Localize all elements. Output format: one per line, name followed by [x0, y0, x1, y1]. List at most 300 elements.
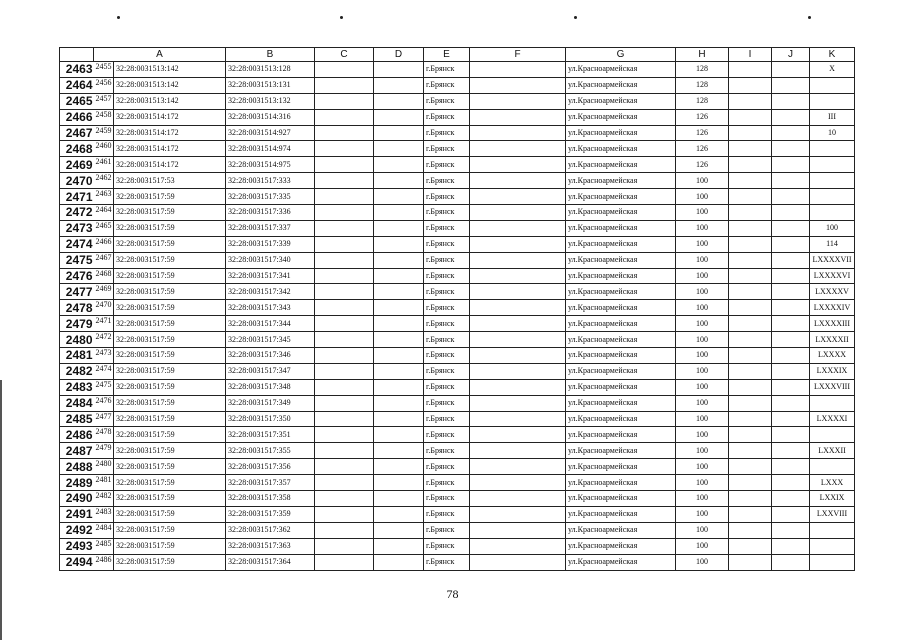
cell-k[interactable] — [772, 411, 810, 427]
cell-h[interactable]: ул.Красноармейская — [566, 141, 676, 157]
cell-f[interactable]: г.Брянск — [424, 141, 470, 157]
cell-b[interactable]: 32:28:0031517:59 — [114, 348, 226, 364]
row-number[interactable]: 2485 — [60, 411, 94, 427]
cell-e[interactable] — [374, 220, 424, 236]
cell-b[interactable]: 32:28:0031517:59 — [114, 554, 226, 570]
cell-d[interactable] — [315, 125, 374, 141]
cell-j[interactable] — [729, 157, 772, 173]
cell-g[interactable] — [470, 62, 566, 78]
cell-i[interactable]: 100 — [676, 189, 729, 205]
cell-i[interactable]: 100 — [676, 220, 729, 236]
row-number[interactable]: 2466 — [60, 109, 94, 125]
cell-f[interactable]: г.Брянск — [424, 220, 470, 236]
cell-e[interactable] — [374, 475, 424, 491]
row-number[interactable]: 2487 — [60, 443, 94, 459]
column-header-k[interactable]: K — [810, 48, 855, 62]
cell-a[interactable]: 2474 — [94, 363, 114, 379]
cell-j[interactable] — [729, 316, 772, 332]
cell-e[interactable] — [374, 427, 424, 443]
cell-c[interactable]: 32:28:0031517:348 — [226, 379, 315, 395]
cell-k[interactable] — [772, 554, 810, 570]
cell-l[interactable]: LXXXXV — [810, 284, 855, 300]
cell-l[interactable] — [810, 427, 855, 443]
cell-d[interactable] — [315, 363, 374, 379]
cell-c[interactable]: 32:28:0031517:355 — [226, 443, 315, 459]
cell-l[interactable]: LXXXXIII — [810, 316, 855, 332]
cell-g[interactable] — [470, 316, 566, 332]
row-number[interactable]: 2482 — [60, 363, 94, 379]
cell-j[interactable] — [729, 363, 772, 379]
cell-c[interactable]: 32:28:0031517:343 — [226, 300, 315, 316]
cell-l[interactable]: III — [810, 109, 855, 125]
cell-i[interactable]: 100 — [676, 379, 729, 395]
cell-a[interactable]: 2476 — [94, 395, 114, 411]
cell-c[interactable]: 32:28:0031517:340 — [226, 252, 315, 268]
cell-b[interactable]: 32:28:0031517:59 — [114, 363, 226, 379]
cell-i[interactable]: 126 — [676, 157, 729, 173]
cell-a[interactable]: 2475 — [94, 379, 114, 395]
cell-i[interactable]: 128 — [676, 93, 729, 109]
cell-k[interactable] — [772, 220, 810, 236]
cell-l[interactable]: 100 — [810, 220, 855, 236]
cell-k[interactable] — [772, 189, 810, 205]
cell-k[interactable] — [772, 332, 810, 348]
cell-f[interactable]: г.Брянск — [424, 173, 470, 189]
cell-l[interactable] — [810, 538, 855, 554]
cell-g[interactable] — [470, 125, 566, 141]
cell-k[interactable] — [772, 427, 810, 443]
cell-j[interactable] — [729, 236, 772, 252]
cell-g[interactable] — [470, 491, 566, 507]
cell-j[interactable] — [729, 506, 772, 522]
cell-h[interactable]: ул.Красноармейская — [566, 252, 676, 268]
cell-k[interactable] — [772, 443, 810, 459]
cell-f[interactable]: г.Брянск — [424, 205, 470, 221]
cell-d[interactable] — [315, 332, 374, 348]
cell-k[interactable] — [772, 125, 810, 141]
cell-l[interactable]: LXXXX — [810, 348, 855, 364]
cell-e[interactable] — [374, 141, 424, 157]
cell-g[interactable] — [470, 395, 566, 411]
cell-b[interactable]: 32:28:0031517:59 — [114, 284, 226, 300]
cell-f[interactable]: г.Брянск — [424, 427, 470, 443]
cell-j[interactable] — [729, 189, 772, 205]
cell-e[interactable] — [374, 157, 424, 173]
cell-i[interactable]: 100 — [676, 491, 729, 507]
cell-a[interactable]: 2477 — [94, 411, 114, 427]
cell-i[interactable]: 100 — [676, 284, 729, 300]
cell-b[interactable]: 32:28:0031517:59 — [114, 411, 226, 427]
cell-e[interactable] — [374, 236, 424, 252]
cell-k[interactable] — [772, 363, 810, 379]
cell-g[interactable] — [470, 538, 566, 554]
cell-b[interactable]: 32:28:0031517:59 — [114, 300, 226, 316]
cell-c[interactable]: 32:28:0031517:350 — [226, 411, 315, 427]
row-number[interactable]: 2476 — [60, 268, 94, 284]
cell-c[interactable]: 32:28:0031513:131 — [226, 77, 315, 93]
row-number[interactable]: 2491 — [60, 506, 94, 522]
cell-e[interactable] — [374, 522, 424, 538]
cell-a[interactable]: 2471 — [94, 316, 114, 332]
row-number[interactable]: 2486 — [60, 427, 94, 443]
cell-c[interactable]: 32:28:0031517:356 — [226, 459, 315, 475]
cell-c[interactable]: 32:28:0031517:349 — [226, 395, 315, 411]
cell-c[interactable]: 32:28:0031514:316 — [226, 109, 315, 125]
cell-b[interactable]: 32:28:0031517:59 — [114, 252, 226, 268]
cell-k[interactable] — [772, 93, 810, 109]
cell-d[interactable] — [315, 220, 374, 236]
cell-k[interactable] — [772, 538, 810, 554]
cell-b[interactable]: 32:28:0031517:59 — [114, 268, 226, 284]
cell-l[interactable]: LXXVIII — [810, 506, 855, 522]
row-number[interactable]: 2472 — [60, 205, 94, 221]
cell-h[interactable]: ул.Красноармейская — [566, 284, 676, 300]
row-number[interactable]: 2478 — [60, 300, 94, 316]
row-number[interactable]: 2484 — [60, 395, 94, 411]
cell-d[interactable] — [315, 189, 374, 205]
cell-f[interactable]: г.Брянск — [424, 332, 470, 348]
cell-b[interactable]: 32:28:0031517:59 — [114, 205, 226, 221]
cell-l[interactable] — [810, 395, 855, 411]
cell-d[interactable] — [315, 427, 374, 443]
cell-d[interactable] — [315, 348, 374, 364]
cell-a[interactable]: 2486 — [94, 554, 114, 570]
cell-i[interactable]: 100 — [676, 252, 729, 268]
cell-f[interactable]: г.Брянск — [424, 411, 470, 427]
cell-a[interactable]: 2479 — [94, 443, 114, 459]
cell-j[interactable] — [729, 379, 772, 395]
cell-d[interactable] — [315, 491, 374, 507]
cell-d[interactable] — [315, 379, 374, 395]
cell-l[interactable] — [810, 554, 855, 570]
cell-h[interactable]: ул.Красноармейская — [566, 332, 676, 348]
cell-a[interactable]: 2461 — [94, 157, 114, 173]
cell-j[interactable] — [729, 62, 772, 78]
cell-a[interactable]: 2456 — [94, 77, 114, 93]
cell-c[interactable]: 32:28:0031517:344 — [226, 316, 315, 332]
cell-l[interactable] — [810, 77, 855, 93]
cell-b[interactable]: 32:28:0031513:142 — [114, 77, 226, 93]
cell-d[interactable] — [315, 395, 374, 411]
cell-e[interactable] — [374, 363, 424, 379]
cell-i[interactable]: 100 — [676, 506, 729, 522]
cell-b[interactable]: 32:28:0031517:59 — [114, 395, 226, 411]
cell-g[interactable] — [470, 157, 566, 173]
cell-a[interactable]: 2468 — [94, 268, 114, 284]
cell-b[interactable]: 32:28:0031517:59 — [114, 316, 226, 332]
cell-g[interactable] — [470, 141, 566, 157]
cell-j[interactable] — [729, 427, 772, 443]
cell-f[interactable]: г.Брянск — [424, 459, 470, 475]
cell-h[interactable]: ул.Красноармейская — [566, 554, 676, 570]
cell-h[interactable]: ул.Красноармейская — [566, 459, 676, 475]
cell-l[interactable] — [810, 93, 855, 109]
column-header-a[interactable]: A — [94, 48, 226, 62]
cell-e[interactable] — [374, 316, 424, 332]
row-number[interactable]: 2492 — [60, 522, 94, 538]
cell-k[interactable] — [772, 475, 810, 491]
cell-k[interactable] — [772, 506, 810, 522]
cell-g[interactable] — [470, 475, 566, 491]
cell-a[interactable]: 2485 — [94, 538, 114, 554]
row-number[interactable]: 2463 — [60, 62, 94, 78]
row-number[interactable]: 2468 — [60, 141, 94, 157]
cell-l[interactable] — [810, 189, 855, 205]
cell-g[interactable] — [470, 109, 566, 125]
cell-a[interactable]: 2466 — [94, 236, 114, 252]
cell-k[interactable] — [772, 348, 810, 364]
cell-f[interactable]: г.Брянск — [424, 554, 470, 570]
cell-h[interactable]: ул.Красноармейская — [566, 300, 676, 316]
cell-c[interactable]: 32:28:0031517:336 — [226, 205, 315, 221]
cell-g[interactable] — [470, 348, 566, 364]
cell-e[interactable] — [374, 506, 424, 522]
cell-l[interactable]: LXXXXVI — [810, 268, 855, 284]
cell-c[interactable]: 32:28:0031517:339 — [226, 236, 315, 252]
cell-j[interactable] — [729, 125, 772, 141]
cell-d[interactable] — [315, 268, 374, 284]
cell-j[interactable] — [729, 475, 772, 491]
cell-g[interactable] — [470, 443, 566, 459]
cell-c[interactable]: 32:28:0031513:128 — [226, 62, 315, 78]
cell-k[interactable] — [772, 62, 810, 78]
cell-e[interactable] — [374, 443, 424, 459]
row-number[interactable]: 2471 — [60, 189, 94, 205]
cell-h[interactable]: ул.Красноармейская — [566, 316, 676, 332]
row-number[interactable]: 2488 — [60, 459, 94, 475]
cell-c[interactable]: 32:28:0031517:363 — [226, 538, 315, 554]
cell-e[interactable] — [374, 77, 424, 93]
cell-d[interactable] — [315, 554, 374, 570]
cell-i[interactable]: 100 — [676, 427, 729, 443]
cell-f[interactable]: г.Брянск — [424, 77, 470, 93]
cell-h[interactable]: ул.Красноармейская — [566, 157, 676, 173]
cell-k[interactable] — [772, 459, 810, 475]
cell-l[interactable]: LXXXVIII — [810, 379, 855, 395]
cell-g[interactable] — [470, 268, 566, 284]
cell-l[interactable] — [810, 459, 855, 475]
cell-i[interactable]: 100 — [676, 538, 729, 554]
row-number[interactable]: 2479 — [60, 316, 94, 332]
cell-k[interactable] — [772, 252, 810, 268]
cell-g[interactable] — [470, 427, 566, 443]
cell-d[interactable] — [315, 141, 374, 157]
cell-a[interactable]: 2458 — [94, 109, 114, 125]
cell-d[interactable] — [315, 173, 374, 189]
cell-f[interactable]: г.Брянск — [424, 395, 470, 411]
cell-d[interactable] — [315, 93, 374, 109]
cell-f[interactable]: г.Брянск — [424, 189, 470, 205]
cell-h[interactable]: ул.Красноармейская — [566, 379, 676, 395]
cell-k[interactable] — [772, 157, 810, 173]
cell-i[interactable]: 100 — [676, 173, 729, 189]
cell-a[interactable]: 2463 — [94, 189, 114, 205]
cell-h[interactable]: ул.Красноармейская — [566, 395, 676, 411]
cell-b[interactable]: 32:28:0031517:59 — [114, 475, 226, 491]
cell-f[interactable]: г.Брянск — [424, 109, 470, 125]
cell-b[interactable]: 32:28:0031517:59 — [114, 506, 226, 522]
cell-i[interactable]: 128 — [676, 62, 729, 78]
cell-i[interactable]: 100 — [676, 522, 729, 538]
cell-f[interactable]: г.Брянск — [424, 157, 470, 173]
cell-j[interactable] — [729, 205, 772, 221]
cell-l[interactable]: LXXXIX — [810, 363, 855, 379]
cell-l[interactable] — [810, 157, 855, 173]
cell-i[interactable]: 100 — [676, 316, 729, 332]
cell-i[interactable]: 128 — [676, 77, 729, 93]
cell-k[interactable] — [772, 284, 810, 300]
cell-j[interactable] — [729, 538, 772, 554]
column-header-j[interactable]: J — [772, 48, 810, 62]
cell-l[interactable]: LXXIX — [810, 491, 855, 507]
cell-d[interactable] — [315, 475, 374, 491]
cell-e[interactable] — [374, 300, 424, 316]
cell-g[interactable] — [470, 506, 566, 522]
cell-a[interactable]: 2457 — [94, 93, 114, 109]
cell-f[interactable]: г.Брянск — [424, 62, 470, 78]
cell-e[interactable] — [374, 284, 424, 300]
cell-c[interactable]: 32:28:0031517:347 — [226, 363, 315, 379]
cell-c[interactable]: 32:28:0031517:358 — [226, 491, 315, 507]
cell-a[interactable]: 2482 — [94, 491, 114, 507]
cell-j[interactable] — [729, 459, 772, 475]
cell-g[interactable] — [470, 77, 566, 93]
cell-h[interactable]: ул.Красноармейская — [566, 475, 676, 491]
cell-h[interactable]: ул.Красноармейская — [566, 348, 676, 364]
cell-j[interactable] — [729, 252, 772, 268]
cell-c[interactable]: 32:28:0031514:975 — [226, 157, 315, 173]
cell-d[interactable] — [315, 252, 374, 268]
cell-l[interactable]: 114 — [810, 236, 855, 252]
cell-b[interactable]: 32:28:0031517:53 — [114, 173, 226, 189]
cell-e[interactable] — [374, 538, 424, 554]
cell-b[interactable]: 32:28:0031517:59 — [114, 220, 226, 236]
cell-d[interactable] — [315, 459, 374, 475]
cell-d[interactable] — [315, 506, 374, 522]
row-number[interactable]: 2473 — [60, 220, 94, 236]
cell-h[interactable]: ул.Красноармейская — [566, 62, 676, 78]
cell-e[interactable] — [374, 268, 424, 284]
cell-j[interactable] — [729, 268, 772, 284]
cell-e[interactable] — [374, 189, 424, 205]
cell-e[interactable] — [374, 125, 424, 141]
cell-b[interactable]: 32:28:0031513:142 — [114, 93, 226, 109]
cell-d[interactable] — [315, 62, 374, 78]
cell-j[interactable] — [729, 522, 772, 538]
cell-j[interactable] — [729, 348, 772, 364]
cell-c[interactable]: 32:28:0031514:927 — [226, 125, 315, 141]
cell-c[interactable]: 32:28:0031517:362 — [226, 522, 315, 538]
cell-h[interactable]: ул.Красноармейская — [566, 236, 676, 252]
cell-j[interactable] — [729, 173, 772, 189]
cell-e[interactable] — [374, 332, 424, 348]
cell-b[interactable]: 32:28:0031517:59 — [114, 379, 226, 395]
cell-l[interactable] — [810, 205, 855, 221]
row-number[interactable]: 2467 — [60, 125, 94, 141]
cell-a[interactable]: 2464 — [94, 205, 114, 221]
cell-l[interactable]: LXXXXIV — [810, 300, 855, 316]
cell-g[interactable] — [470, 284, 566, 300]
cell-i[interactable]: 126 — [676, 109, 729, 125]
cell-e[interactable] — [374, 173, 424, 189]
row-number[interactable]: 2469 — [60, 157, 94, 173]
cell-d[interactable] — [315, 522, 374, 538]
cell-g[interactable] — [470, 236, 566, 252]
cell-c[interactable]: 32:28:0031517:335 — [226, 189, 315, 205]
cell-c[interactable]: 32:28:0031517:364 — [226, 554, 315, 570]
cell-j[interactable] — [729, 93, 772, 109]
cell-d[interactable] — [315, 443, 374, 459]
cell-d[interactable] — [315, 538, 374, 554]
cell-h[interactable]: ул.Красноармейская — [566, 491, 676, 507]
cell-f[interactable]: г.Брянск — [424, 538, 470, 554]
row-number[interactable]: 2493 — [60, 538, 94, 554]
cell-g[interactable] — [470, 554, 566, 570]
cell-l[interactable]: LXXXXI — [810, 411, 855, 427]
cell-b[interactable]: 32:28:0031517:59 — [114, 538, 226, 554]
row-number[interactable]: 2489 — [60, 475, 94, 491]
column-header-e[interactable]: E — [424, 48, 470, 62]
cell-b[interactable]: 32:28:0031514:172 — [114, 141, 226, 157]
cell-g[interactable] — [470, 379, 566, 395]
cell-h[interactable]: ул.Красноармейская — [566, 93, 676, 109]
cell-b[interactable]: 32:28:0031514:172 — [114, 125, 226, 141]
column-header-c[interactable]: C — [315, 48, 374, 62]
cell-g[interactable] — [470, 363, 566, 379]
cell-g[interactable] — [470, 173, 566, 189]
cell-f[interactable]: г.Брянск — [424, 363, 470, 379]
column-header-f[interactable]: F — [470, 48, 566, 62]
cell-f[interactable]: г.Брянск — [424, 379, 470, 395]
cell-k[interactable] — [772, 522, 810, 538]
cell-h[interactable]: ул.Красноармейская — [566, 538, 676, 554]
row-number[interactable]: 2483 — [60, 379, 94, 395]
cell-a[interactable]: 2455 — [94, 62, 114, 78]
cell-j[interactable] — [729, 284, 772, 300]
row-number[interactable]: 2494 — [60, 554, 94, 570]
cell-h[interactable]: ул.Красноармейская — [566, 411, 676, 427]
cell-a[interactable]: 2460 — [94, 141, 114, 157]
cell-j[interactable] — [729, 77, 772, 93]
column-header-i[interactable]: I — [729, 48, 772, 62]
cell-j[interactable] — [729, 220, 772, 236]
cell-e[interactable] — [374, 109, 424, 125]
cell-a[interactable]: 2469 — [94, 284, 114, 300]
cell-g[interactable] — [470, 189, 566, 205]
cell-h[interactable]: ул.Красноармейская — [566, 109, 676, 125]
cell-i[interactable]: 100 — [676, 443, 729, 459]
cell-j[interactable] — [729, 300, 772, 316]
cell-f[interactable]: г.Брянск — [424, 284, 470, 300]
row-number[interactable]: 2477 — [60, 284, 94, 300]
cell-e[interactable] — [374, 395, 424, 411]
cell-e[interactable] — [374, 379, 424, 395]
cell-a[interactable]: 2483 — [94, 506, 114, 522]
cell-a[interactable]: 2470 — [94, 300, 114, 316]
cell-l[interactable] — [810, 173, 855, 189]
cell-c[interactable]: 32:28:0031517:345 — [226, 332, 315, 348]
cell-l[interactable] — [810, 141, 855, 157]
cell-j[interactable] — [729, 491, 772, 507]
cell-h[interactable]: ул.Красноармейская — [566, 189, 676, 205]
cell-b[interactable]: 32:28:0031517:59 — [114, 189, 226, 205]
cell-a[interactable]: 2478 — [94, 427, 114, 443]
cell-i[interactable]: 100 — [676, 236, 729, 252]
cell-a[interactable]: 2481 — [94, 475, 114, 491]
cell-c[interactable]: 32:28:0031517:359 — [226, 506, 315, 522]
cell-k[interactable] — [772, 77, 810, 93]
cell-c[interactable]: 32:28:0031517:357 — [226, 475, 315, 491]
